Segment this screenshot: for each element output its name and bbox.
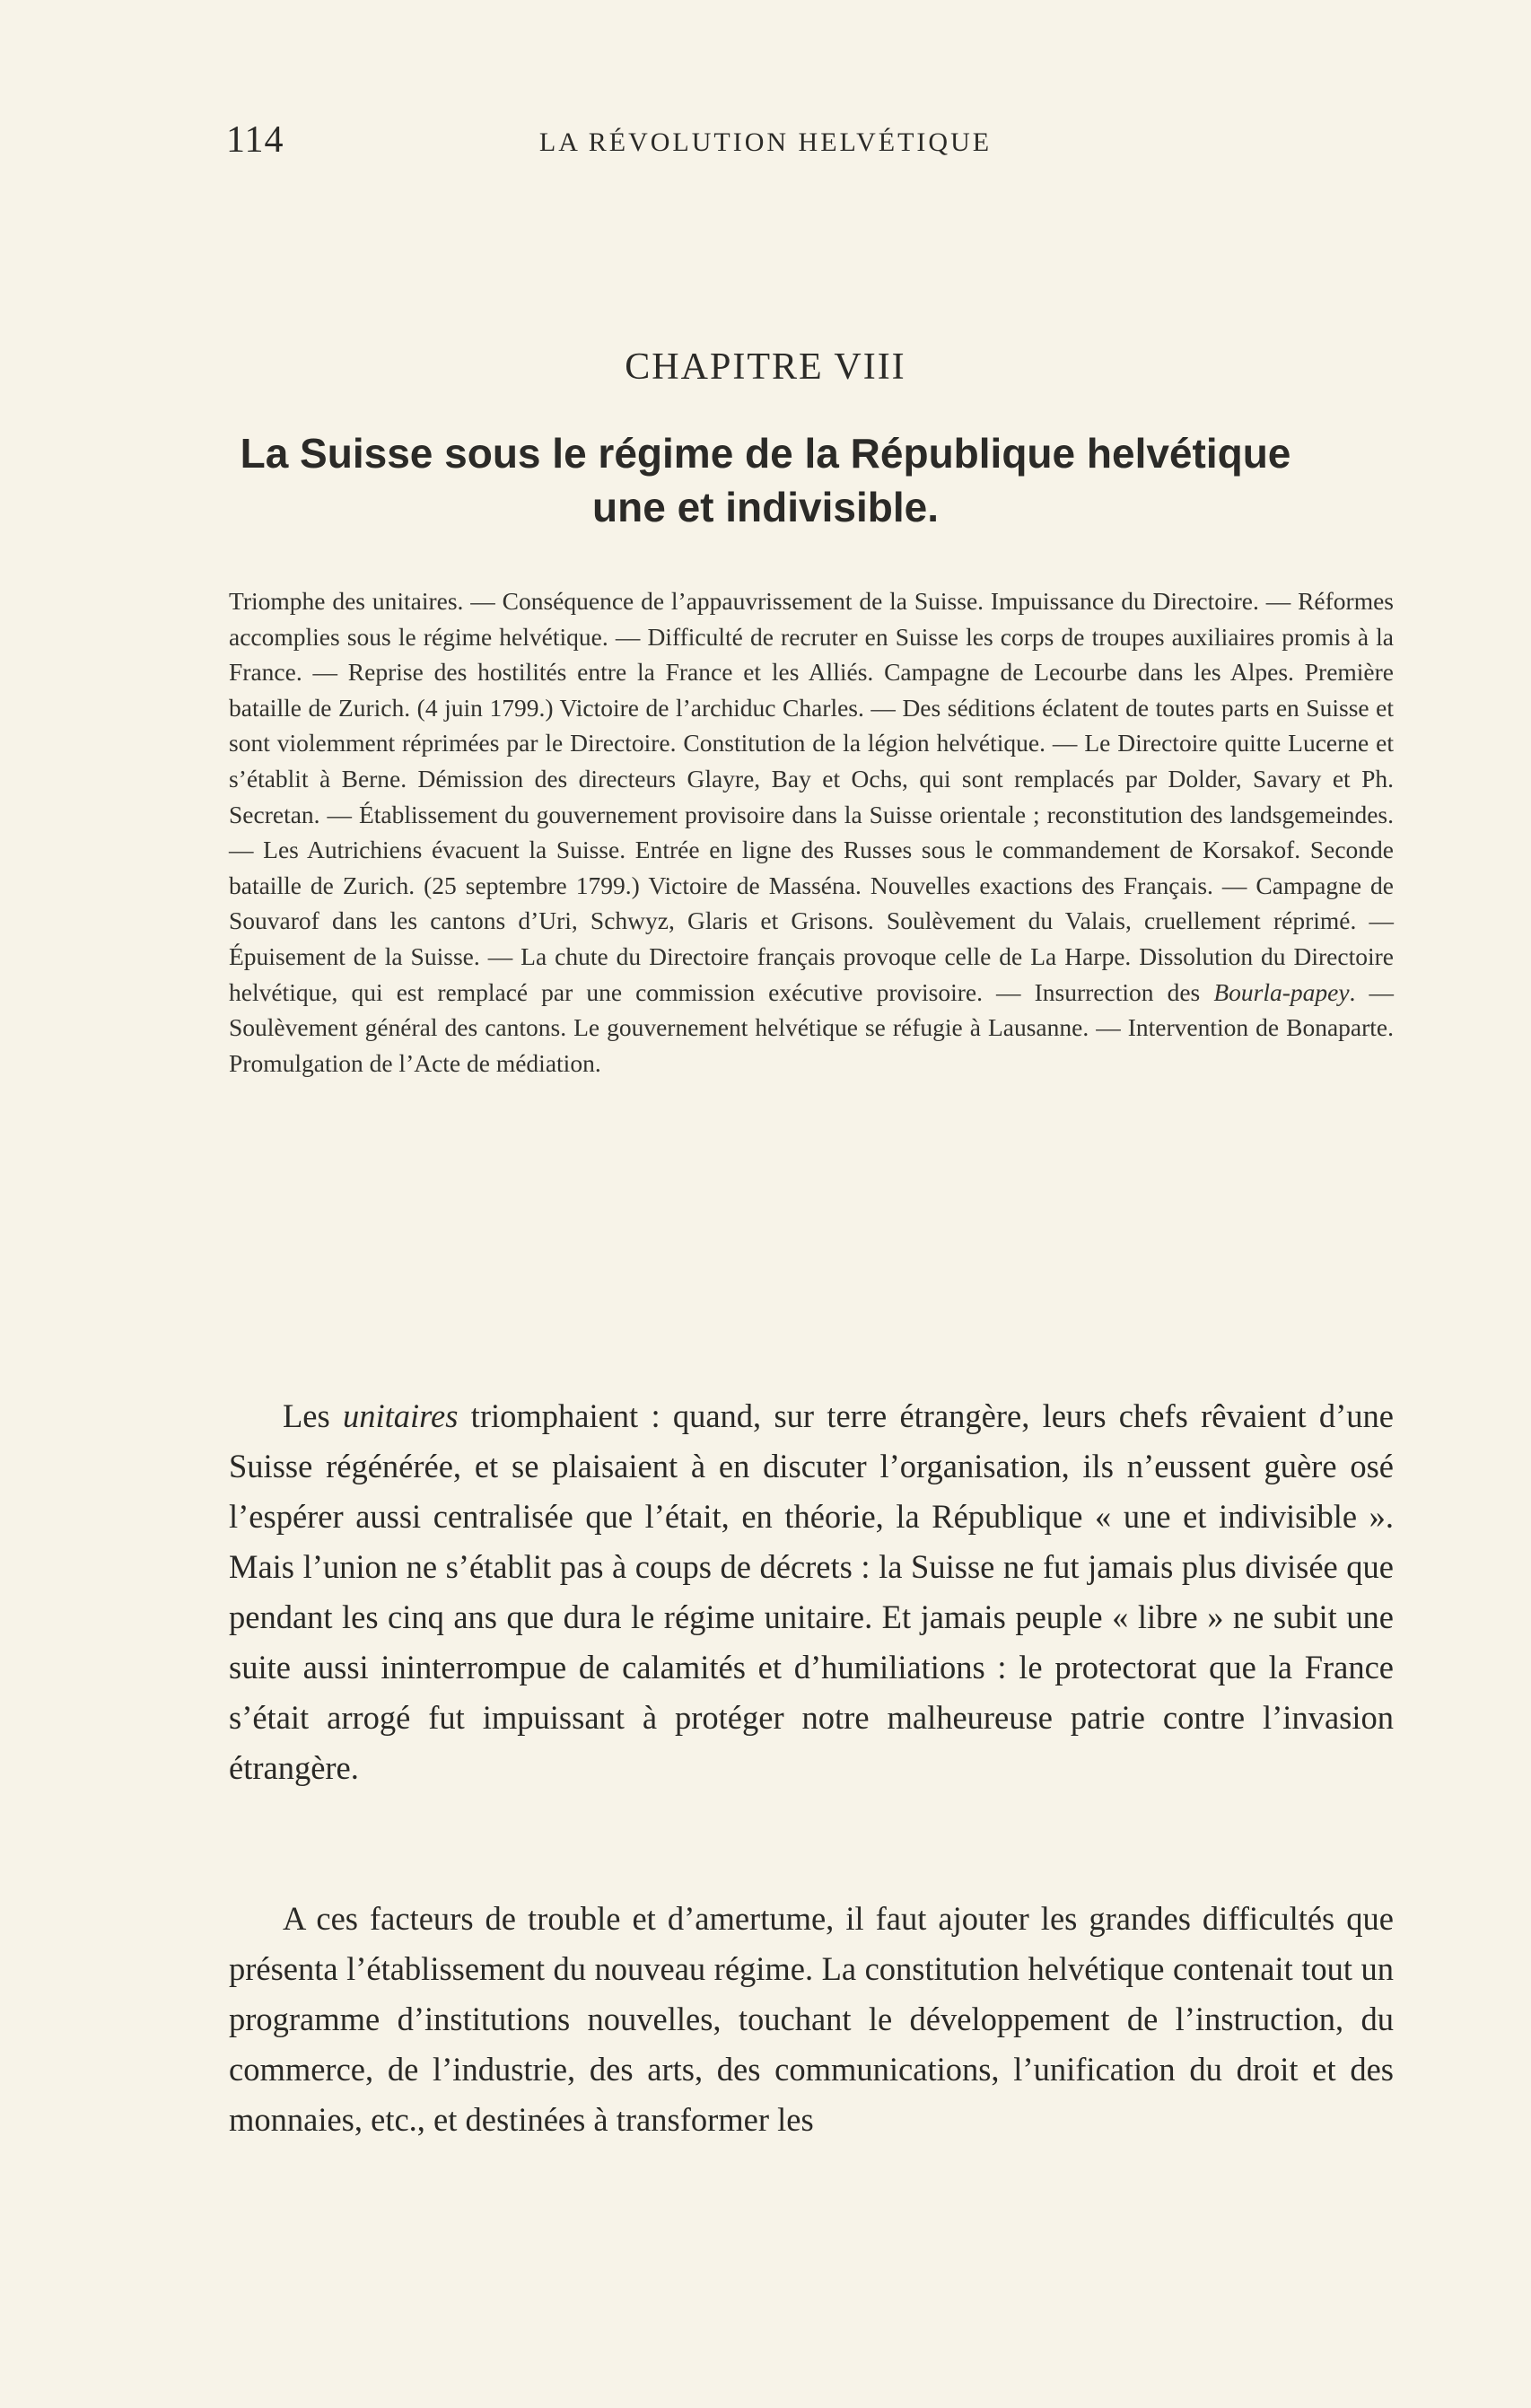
running-title: LA RÉVOLUTION HELVÉTIQUE xyxy=(538,127,993,157)
body-paragraph-2: A ces facteurs de trouble et d’amertume, il faut ajouter les grandes difficultés que présenta l’établissement du nouveau régime. La constitution helvétique contenait tout un programme d’institutions nouvelles, touchant le développement de l’instruction, du commerce, de l’industrie, des arts, des communications, l’unification du droit et des monnaies, etc., et destinées à transformer les xyxy=(229,1900,1394,2138)
summary-italic-term: Bourla-papey xyxy=(1213,977,1350,1006)
summary-text-part2: . — Soulèvement général des cantons. Le gouvernement helvétique se réfugie à Lausanne. — Intervention de Bonaparte. Promulgation de l’Acte de médiation. xyxy=(229,977,1395,1077)
p1-italic-term: unitaires xyxy=(342,1397,459,1434)
chapter-summary xyxy=(229,583,1394,1081)
page-number: 114 xyxy=(226,119,284,161)
p1-rest: triomphaient : quand, sur terre étrangère, leurs chefs rêvaient d’une Suisse régénérée, et se plaisaient à en discuter l’organisation, ils n’eussent guère osé l’espérer aussi centralisée que l’était, en théorie, la République « une et indivisible ». Mais l’union ne s’établit pas à coups de décrets : la Suisse ne fut jamais plus divisée que pendant les cinq ans que dura le régime unitaire. Et jamais peuple « libre » ne subit une suite aussi ininterrompue de calamités et d’humiliations : le protectorat que la France s’était arrogé fut impuissant à protéger notre malheureuse patrie contre l’invasion étrangère. xyxy=(229,1397,1394,1786)
summary-text-part1: Triomphe des unitaires. — Conséquence de l’appauvrissement de la Suisse. Impuissance du Directoire. — Réformes accomplies sous le régime helvétique. — Difficulté de recruter en Suisse les corps de troupes auxiliaires promis à la France. — Reprise des hostilités entre la France et les Alliés. Campagne de Lecourbe dans les Alpes. Première bataille de Zurich. (4 juin 1799.) Victoire de l’archiduc Charles. — Des séditions éclatent de toutes parts en Suisse et sont violemment réprimées par le Directoire. Constitution de la légion helvétique. — Le Directoire quitte Lucerne et s’établit à Berne. Démission des directeurs Glayre, Bay et Ochs, qui sont remplacés par Dolder, Savary et Ph. Secretan. — Établissement du gouvernement provisoire dans la Suisse orientale ; reconstitution des landsgemeindes. — Les Autrichiens évacuent la Suisse. Entrée en ligne des Russes sous le commandement de Korsakof. Seconde bataille de Zurich. (25 septembre 1799.) Victoire de Masséna. Nouvelles exactions des Français. — Campagne de Souvarof dans les cantons d’Uri, Schwyz, Glaris et Grisons. Soulèvement du Valais, cruellement réprimé. — Épuisement de la Suisse. — La chute du Directoire français provoque celle de La Harpe. Dissolution du Directoire helvétique, qui est remplacé par une commission exécutive provisoire. — Insurrection des xyxy=(229,587,1394,1006)
body-paragraph-1 xyxy=(229,1391,1394,1793)
p1-lead: Les xyxy=(283,1397,343,1434)
chapter-title: La Suisse sous le régime de la République helvétique une et indivisible. xyxy=(240,430,1291,530)
chapter-label: CHAPITRE VIII xyxy=(625,346,906,388)
